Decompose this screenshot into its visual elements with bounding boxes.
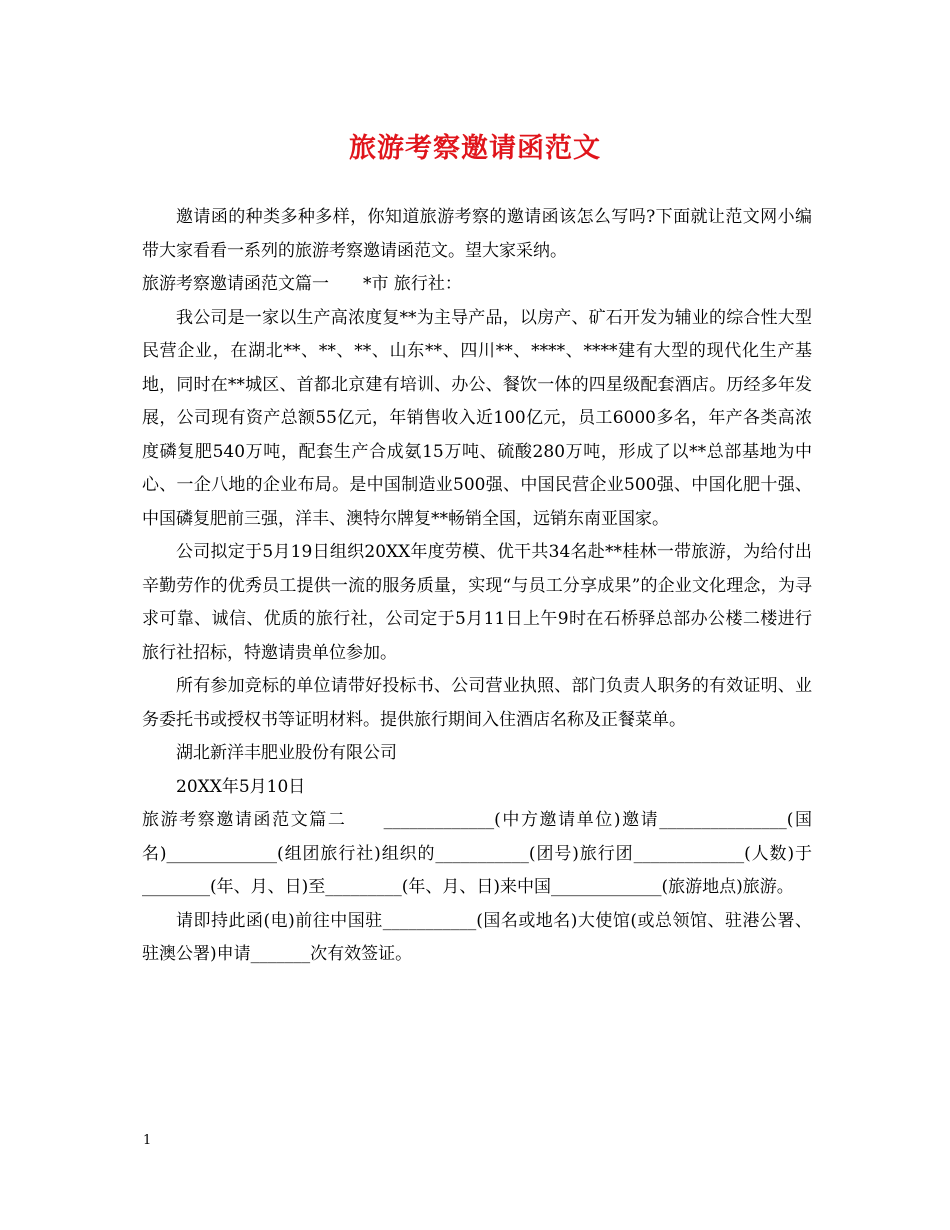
tour-plan-paragraph: 公司拟定于5月19日组织20XX年度劳模、优干共34名赴**桂林一带旅游，为给付出辛勤劳作的优秀员工提供一流的服务质量，实现“与员工分享成果”的企业文化理念，为寻求可靠、诚信、优质的旅行社，公司定于5月11日上午9时在石桥驿总部办公楼二楼进行旅行社招标，特邀请贵单位参加。 [142, 542, 812, 663]
section-one-heading: 旅游考察邀请函范文篇一 *市 旅行社： [142, 274, 462, 294]
visa-paragraph: 请即持此函(电)前往中国驻___________(国名或地名)大使馆(或总领馆、驻港公署、驻澳公署)申请_______次有效签证。 [142, 910, 812, 964]
intro-paragraph: 邀请函的种类多种多样，你知道旅游考察的邀请函该怎么写吗?下面就让范文网小编带大家看看一系列的旅游考察邀请函范文。望大家采纳。 [142, 207, 812, 261]
document-title: 旅游考察邀请函范文 [349, 133, 601, 164]
document-body [142, 201, 812, 972]
page-number: 1 [143, 1133, 152, 1148]
signature-date: 20XX年5月10日 [176, 776, 306, 797]
section-two-paragraph: 旅游考察邀请函范文篇二 _____________(中方邀请单位)邀请_______________(国名)_____________(组团旅行社)组织的___________(团号)旅行团_____________(人数)于________(年、月、日)至_________(年、月、日)来中国_____________(旅游地点)旅游。 [142, 810, 812, 897]
bid-requirements-paragraph: 所有参加竞标的单位请带好投标书、公司营业执照、部门负责人职务的有效证明、业务委托书或授权书等证明材料。提供旅行期间入住酒店名称及正餐菜单。 [142, 676, 812, 730]
signature-company: 湖北新洋丰肥业股份有限公司 [176, 743, 397, 763]
company-description-paragraph: 我公司是一家以生产高浓度复**为主导产品，以房产、矿石开发为辅业的综合性大型民营企业，在湖北**、**、**、山东**、四川**、****、****建有大型的现代化生产基地，同时在**城区、首都北京建有培训、办公、餐饮一体的四星级配套酒店。历经多年发展，公司现有资产总额55亿元，年销售收入近100亿元，员工6000多名，年产各类高浓度磷复肥540万吨，配套生产合成氨15万吨、硫酸280万吨，形成了以**总部基地为中心、一企八地的企业布局。是中国制造业500强、中国民营企业500强、中国化肥十强、中国磷复肥前三强，洋丰、澳特尔牌复**畅销全国，远销东南亚国家。 [142, 307, 812, 529]
